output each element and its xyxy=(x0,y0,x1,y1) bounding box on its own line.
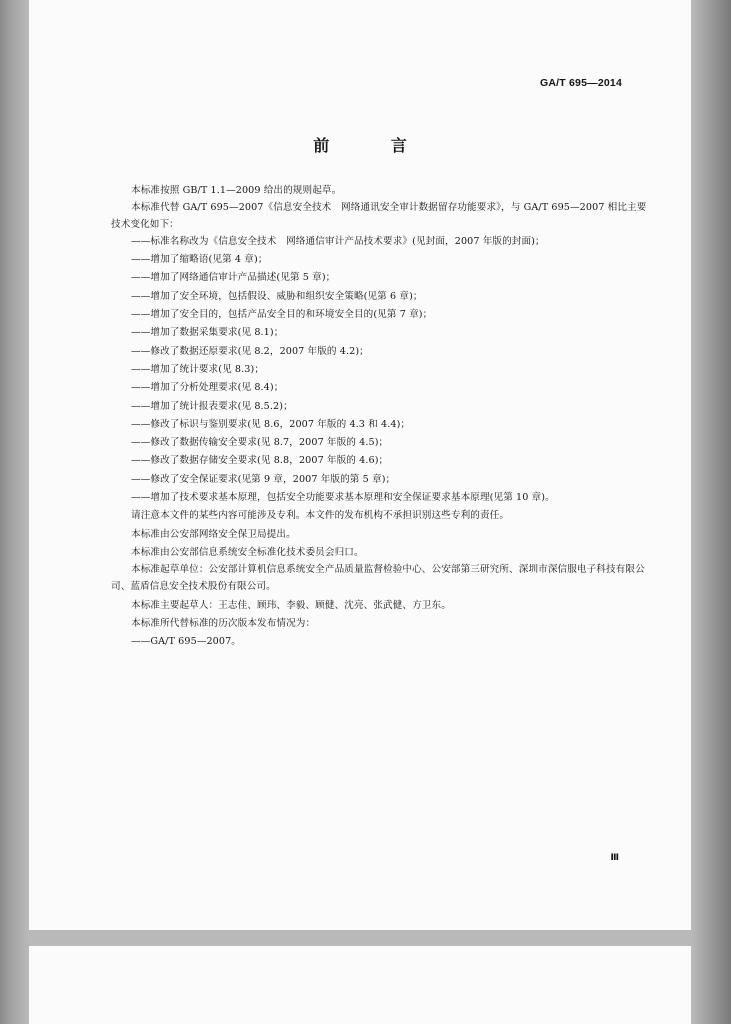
list-item: ——修改了数据存储安全要求(见 8.8，2007 年版的 4.6)； xyxy=(131,455,389,467)
paragraph-patent-notice: 请注意本文件的某些内容可能涉及专利。本文件的发布机构不承担识别这些专利的责任。 xyxy=(131,510,510,522)
list-item: ——增加了统计报表要求(见 8.5.2)； xyxy=(131,400,293,412)
list-item: ——修改了数据传输安全要求(见 8.7，2007 年版的 4.5)； xyxy=(131,437,389,449)
paragraph-drafting-rules: 本标准按照 GB/T 1.1—2009 给出的规则起草。 xyxy=(131,185,342,196)
paragraph-replacement-note: 本标准代替 GA/T 695—2007《信息安全技术 网络通讯安全审计数据留存功能要求》，与 GA/T 695—2007 相比主要技术变化如下： xyxy=(111,202,647,230)
list-item: ——增加了安全环境，包括假设、威胁和组织安全策略(见第 6 章)； xyxy=(131,290,423,302)
paragraph-drafting-units: 本标准起草单位：公安部计算机信息系统安全产品质量监督检验中心、公安部第三研究所、深圳市深信服电子科技有限公司、蓝盾信息安全技术股份有限公司。 xyxy=(111,564,645,592)
list-item: ——修改了标识与鉴别要求(见 8.6，2007 年版的 4.3 和 4.4)； xyxy=(131,418,411,430)
document-page xyxy=(29,0,691,930)
next-page xyxy=(29,946,691,1024)
list-item: ——修改了安全保证要求(见第 9 章，2007 年版的第 5 章)； xyxy=(131,473,396,485)
list-item: ——增加了技术要求基本原理，包括安全功能要求基本原理和安全保证要求基本原理(见第 10 章)。 xyxy=(131,492,555,504)
paragraph-committee: 本标准由公安部信息系统安全标准化技术委员会归口。 xyxy=(131,546,364,558)
list-item: ——增加了缩略语(见第 4 章)； xyxy=(131,254,268,266)
history-item: ——GA/T 695—2007。 xyxy=(131,636,241,648)
list-item: ——增加了分析处理要求(见 8.4)； xyxy=(131,382,284,394)
paragraph-history-intro: 本标准所代替标准的历次版本发布情况为： xyxy=(131,618,316,630)
list-item: ——增加了安全目的，包括产品安全目的和环境安全目的(见第 7 章)； xyxy=(131,309,433,321)
paragraph-proposer: 本标准由公安部网络安全保卫局提出。 xyxy=(131,528,296,540)
paragraph-drafters: 本标准主要起草人：王志佳、顾玮、李毅、顾健、沈亮、张武健、方卫东。 xyxy=(131,599,451,611)
list-item: ——增加了网络通信审计产品描述(见第 5 章)； xyxy=(131,272,336,284)
page-number: Ⅲ xyxy=(610,852,619,862)
list-item: ——增加了统计要求(见 8.3)； xyxy=(131,363,265,375)
section-title: 前 言 xyxy=(313,136,435,155)
list-item: ——标准名称改为《信息安全技术 网络通信审计产品技术要求》(见封面，2007 年版的封面)； xyxy=(131,235,545,247)
list-item: ——修改了数据还原要求(见 8.2，2007 年版的 4.2)； xyxy=(131,345,369,357)
document-body xyxy=(111,182,656,652)
list-item: ——增加了数据采集要求(见 8.1)； xyxy=(131,327,284,339)
document-code: GA/T 695—2014 xyxy=(540,77,622,89)
